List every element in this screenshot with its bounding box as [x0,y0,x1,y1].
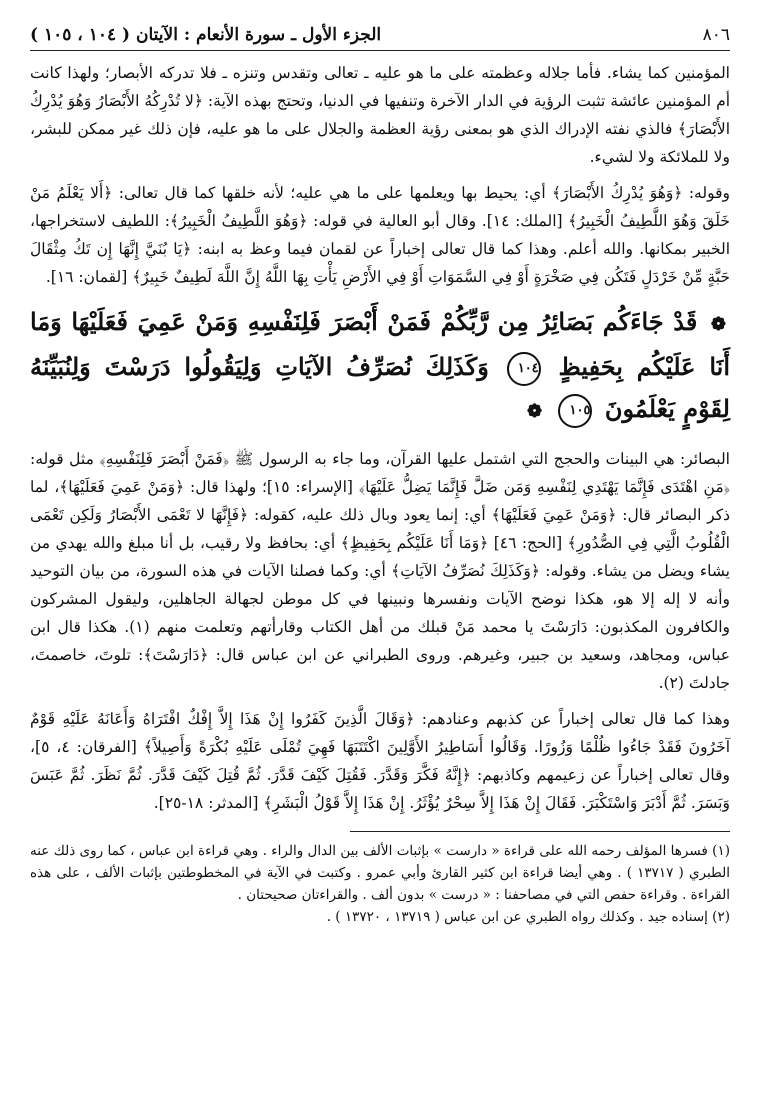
paragraph-4: وهذا كما قال تعالى إخباراً عن كذبهم وعنادهم: ﴿وَقَالَ الَّذِينَ كَفَرُوا إِنْ هَذَا إِلاَّ إِفْكٌ افْتَرَاهُ وَأَعَانَهُ عَلَيْهِ قَوْمٌ آخَرُونَ فَقَدْ جَاءُوا ظُلْمًا وَزُورًا. وَقَالُوا أَسَاطِيرُ الأَوَّلِينَ اكْتَتَبَهَا فَهِيَ تُمْلَى عَلَيْهِ بُكْرَةً وَأَصِيلاً﴾ [الفرقان: ٤، ٥]، وقال تعالى إخباراً عن زعيمهم وكاذبهم: ﴿إِنَّهُ فَكَّرَ وَقَدَّرَ. فَقُتِلَ كَيْفَ قَدَّرَ. ثُمَّ قُتِلَ كَيْفَ قَدَّرَ. ثُمَّ نَظَرَ. ثُمَّ عَبَسَ وَبَسَرَ. ثُمَّ أَدْبَرَ وَاسْتَكْبَرَ. فَقَالَ إِنْ هَذَا إِلاَّ سِحْرٌ يُؤْثَرُ. إِنْ هَذَا إِلاَّ قَوْلُ الْبَشَرِ﴾ [المدثر: ١٨-٢٥]. [30,710,730,812]
running-title: الجزء الأول ـ سورة الأنعام : الآيتان ( ١٠٤ ، ١٠٥ ) [30,25,382,45]
spacer [30,51,730,59]
verse-number-104: ١٠٤ [507,352,541,386]
verse-ornament-icon: ❁ [527,401,543,422]
spacer [30,171,730,179]
verse-104-text: قَدْ جَاءَكُم بَصَائِرُ مِن رَّبِّكُمْ فَمَنْ أَبْصَرَ فَلِنَفْسِهِ وَمَنْ عَمِيَ فَعَلَيْهَا وَمَا أَنَا عَلَيْكُم بِحَفِيظٍ [30,307,731,381]
book-page [30,22,730,928]
paragraph-2: وقوله: ﴿وَهُوَ يُدْرِكُ الأَبْصَارَ﴾ أي: يحيط بها ويعلمها على ما هي عليه؛ لأنه خلقها كما قال تعالى: ﴿أَلا يَعْلَمُ مَنْ خَلَقَ وَهُوَ اللَّطِيفُ الْخَبِيرُ﴾ [الملك: ١٤]. وقال أبو العالية في قوله: ﴿وَهُوَ اللَّطِيفُ الْخَبِيرُ﴾: اللطيف لاستخراجها، الخبير بمكانها. والله أعلم. وهذا كما قال تعالى إخباراً عن لقمان فيما وعظ به ابنه: ﴿يَا بُنَيَّ إِنَّهَا إِن تَكُ مِثْقَالَ حَبَّةٍ مِّنْ خَرْدَلٍ فَتَكُن فِي صَخْرَةٍ أَوْ فِي السَّمَوَاتِ أَوْ فِي الأَرْضِ يَأْتِ بِهَا اللَّهُ إِنَّ اللَّهَ لَطِيفٌ خَبِيرٌ﴾ [لقمان: ١٦]. [30,184,731,286]
footnote-1: (١) فسرها المؤلف رحمه الله على قراءة « دارست » بإثبات الألف بين الدال والراء . وهي قراءة ابن عباس ، كما روى ذلك عنه الطبري ( ١٣٧١٧ ) . وهي أيضا قراءة ابن كثير القارئ وأبي عمرو . وكتبت في الآية في المخطوطتين بإثبات الألف ، على هذه القراءة . وقراءة حفص التي في مصاحفنا : « درست » بدون ألف . والقراءتان صحيحتان . [30,843,730,903]
footnote-2: (٢) إسناده جيد . وكذلك رواه الطبري عن ابن عباس ( ١٣٧١٩ ، ١٣٧٢٠ ) . [326,909,730,925]
page-header [30,22,730,51]
verse-ornament-icon: ❁ [710,314,726,335]
paragraph-3: البصائر: هي البينات والحجج التي اشتمل عليها القرآن، وما جاء به الرسول ﷺ ﴿فَمَنْ أَبْصَرَ فَلِنَفْسِهِ﴾ مثل قوله: ﴿مَنِ اهْتَدَى فَإِنَّمَا يَهْتَدِي لِنَفْسِهِ وَمَن ضَلَّ فَإِنَّمَا يَضِلُّ عَلَيْهَا﴾ [الإسراء: ١٥]؛ ولهذا قال: ﴿وَمَنْ عَمِيَ فَعَلَيْهَا﴾، لما ذكر البصائر قال: ﴿وَمَنْ عَمِيَ فَعَلَيْهَا﴾ أي: إنما يعود وبال ذلك عليه، كقوله: ﴿فَإِنَّهَا لا تَعْمَى الأَبْصَارُ وَلَكِن تَعْمَى الْقُلُوبُ الَّتِي فِي الصُّدُورِ﴾ [الحج: ٤٦] ﴿وَمَا أَنَا عَلَيْكُم بِحَفِيظٍ﴾ أي: بحافظ ولا رقيب، بل أنا مبلغ والله يهدي من يشاء ويضل من يشاء. وقوله: ﴿وَكَذَلِكَ نُصَرِّفُ الآيَاتِ﴾ أي: وكما فصلنا الآيات في هذه السورة، من بيان التوحيد وأنه لا إله إلا هو، هكذا نوضح الآيات ونفسرها ونبينها في كل موطن لجهالة الجاهلين، وليقول المشركون والكافرون المكذبون: دَارَسْتَ يا محمد مَنْ قبلك من أهل الكتاب وقارأتهم وتعلمت منهم (١). هكذا قال ابن عباس، ومجاهد، وسعيد بن جبير، وغيرهم. وروى الطبراني عن ابن عباس قال: ﴿دَارَسْتَ﴾: تلوتَ، خاصمتَ، جادلتَ (٢). [30,450,730,692]
verse-number-105: ١٠٥ [558,394,592,428]
footnote-separator [350,831,730,832]
paragraph-1: المؤمنين كما يشاء. فأما جلاله وعظمته على ما هو عليه ـ تعالى وتقدس وتنزه ـ فلا تدركه الأبصار؛ ولهذا كانت أم المؤمنين عائشة تثبت الرؤية في الدار الآخرة وتنفيها في الدنيا، وتحتج بهذه الآية: ﴿لا تُدْرِكُهُ الأَبْصَارُ وَهُوَ يُدْرِكُ الأَبْصَارَ﴾ فالذي نفته الإدراك الذي هو بمعنى رؤية العظمة والجلال على ما هو عليه، فإن ذلك غير ممكن للبشر، ولا للملائكة ولا لشيء. [30,64,730,166]
page-number: ٨٠٦ [702,25,730,45]
verse-105-text: وَكَذَلِكَ نُصَرِّفُ الآيَاتِ وَلِيَقُولُوا دَرَسْتَ وَلِنُبَيِّنَهُ لِقَوْمٍ يَعْلَمُونَ [30,352,730,423]
spacer [30,697,730,705]
quran-verses-block [30,301,730,433]
